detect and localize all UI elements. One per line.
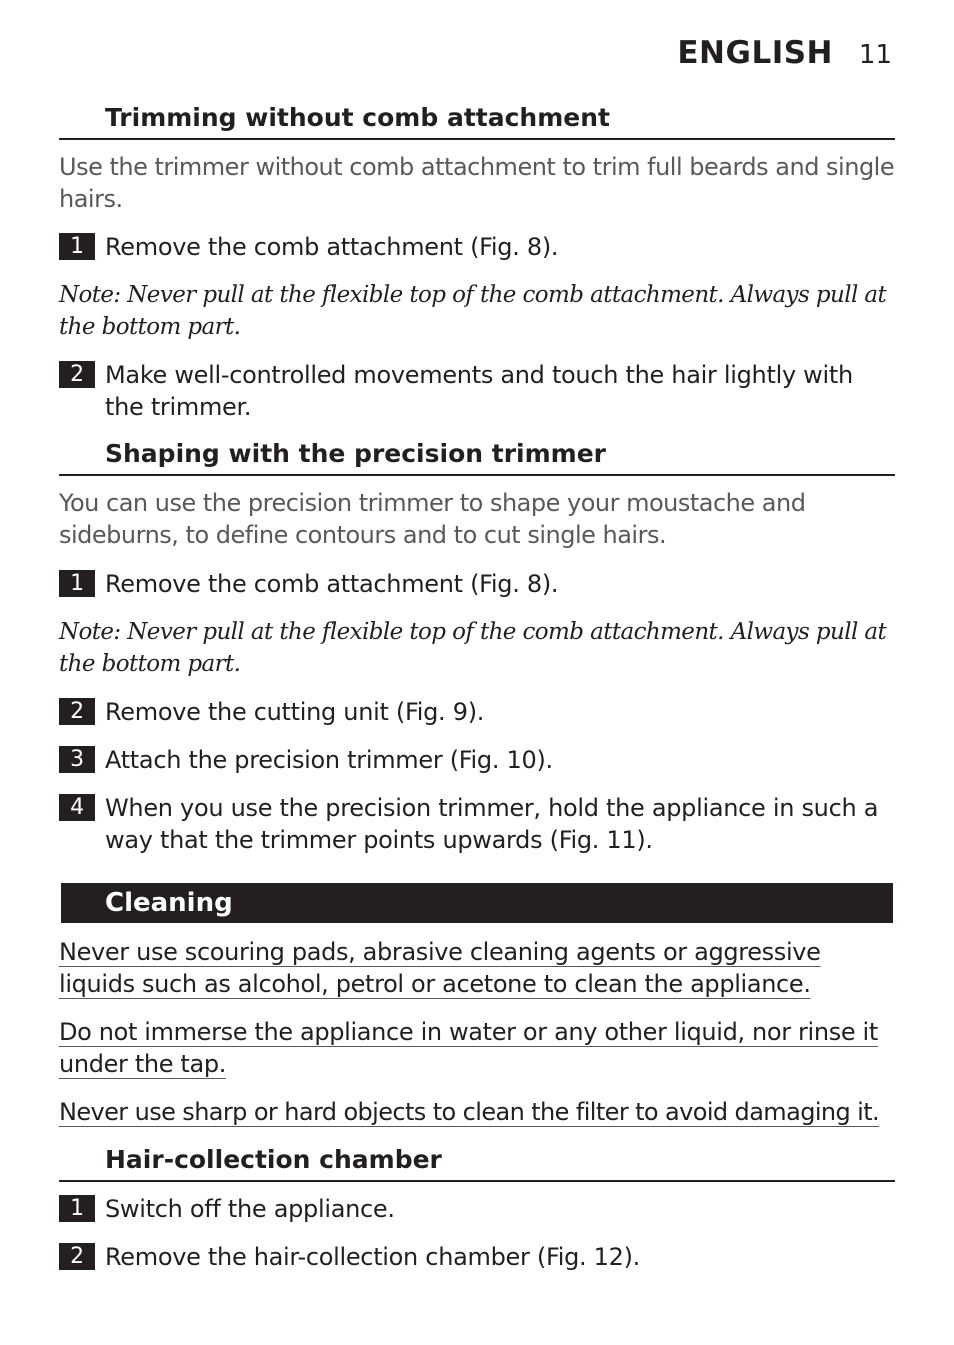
precision-step-3	[59, 744, 895, 776]
precision-step-2	[59, 696, 895, 728]
warning-text: Never use scouring pads, abrasive cleaning agents or aggressive liquids such as alcohol, petrol or acetone to clean the appliance.	[59, 938, 821, 998]
step-text: Attach the precision trimmer (Fig. 10).	[105, 746, 553, 774]
page-number: 11	[858, 40, 892, 70]
step-text: Switch off the appliance.	[105, 1195, 395, 1223]
cleaning-warning-2	[59, 1016, 895, 1080]
chamber-step-2	[59, 1241, 895, 1273]
step-number-badge: 3	[59, 746, 95, 773]
heading-text: Trimming without comb attachment	[105, 103, 610, 132]
trimming-intro: Use the trimmer without comb attachment to trim full beards and single hairs.	[59, 153, 895, 213]
heading-text: Hair-collection chamber	[105, 1145, 442, 1174]
precision-intro: You can use the precision trimmer to shape your moustache and sideburns, to define contours and to cut single hairs.	[59, 489, 806, 549]
heading-hair-collection-chamber	[59, 1145, 895, 1182]
step-text: Remove the comb attachment (Fig. 8).	[105, 233, 559, 261]
trimming-step-1	[59, 231, 895, 263]
warning-text: Do not immerse the appliance in water or any other liquid, nor rinse it under the tap.	[59, 1018, 878, 1078]
step-text: When you use the precision trimmer, hold the appliance in such a way that the trimmer points upwards (Fig. 11).	[105, 794, 879, 854]
precision-note: Note: Never pull at the flexible top of the comb attachment. Always pull at the bottom part.	[59, 619, 887, 677]
trimming-note: Note: Never pull at the flexible top of the comb attachment. Always pull at the bottom part.	[59, 282, 887, 340]
step-text: Remove the cutting unit (Fig. 9).	[105, 698, 485, 726]
heading-shaping-precision-trimmer	[59, 439, 895, 476]
cleaning-warning-1	[59, 936, 895, 1000]
step-number-badge: 1	[59, 570, 95, 597]
step-number-badge: 2	[59, 1243, 95, 1270]
heading-text: Shaping with the precision trimmer	[105, 439, 606, 468]
step-number-badge: 4	[59, 794, 95, 821]
language-label: ENGLISH	[677, 35, 833, 71]
step-number-badge: 1	[59, 233, 95, 260]
warning-text: Never use sharp or hard objects to clean the filter to avoid damaging it.	[59, 1098, 880, 1126]
chamber-step-1	[59, 1193, 895, 1225]
step-number-badge: 2	[59, 361, 95, 388]
step-text: Remove the hair-collection chamber (Fig. 12).	[105, 1243, 640, 1271]
precision-step-4	[59, 792, 895, 856]
step-text: Remove the comb attachment (Fig. 8).	[105, 570, 559, 598]
cleaning-warning-3	[59, 1096, 895, 1128]
step-number-badge: 1	[59, 1195, 95, 1222]
step-number-badge: 2	[59, 698, 95, 725]
step-text: Make well-controlled movements and touch the hair lightly with the trimmer.	[105, 361, 853, 421]
precision-step-1	[59, 568, 895, 600]
section-title: Cleaning	[105, 888, 233, 918]
heading-trimming-without-comb	[59, 103, 895, 140]
section-bar-cleaning	[61, 883, 893, 923]
trimming-step-2	[59, 359, 895, 423]
